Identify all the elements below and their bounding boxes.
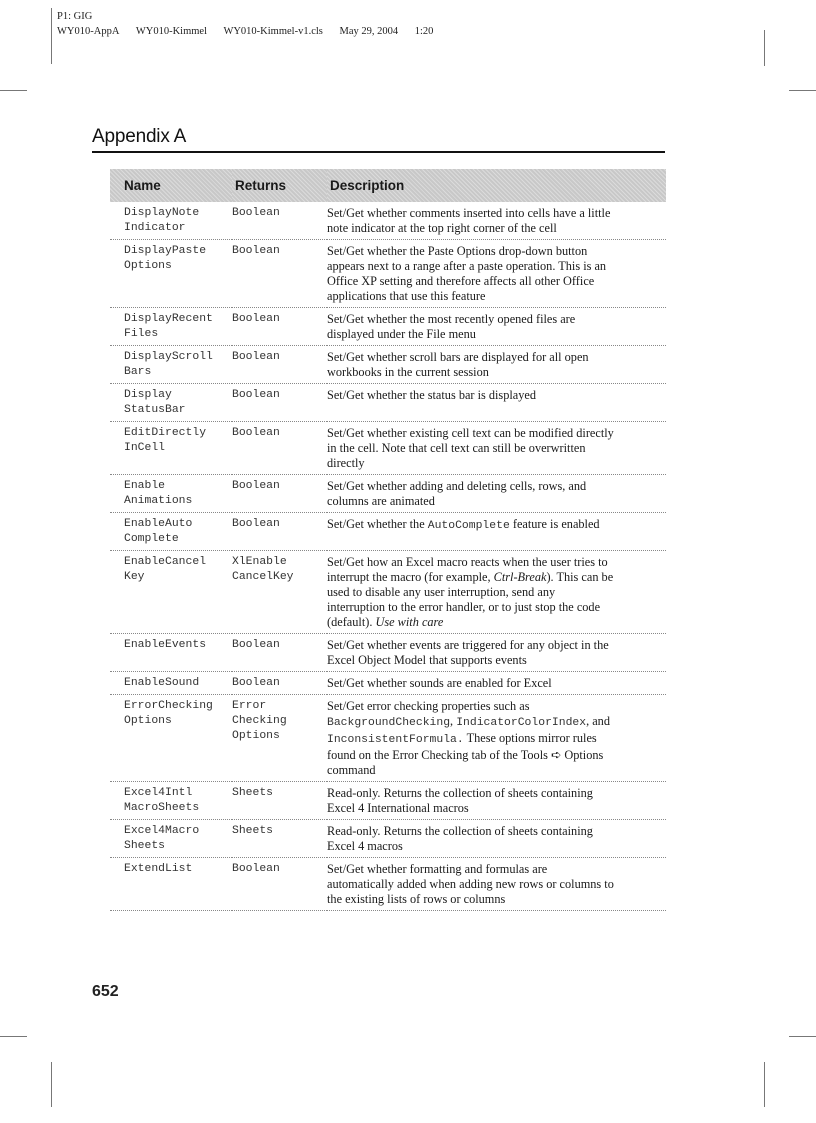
description-cell [327, 202, 666, 240]
cell-text-line: Read-only. Returns the collection of sheets containing [327, 824, 593, 838]
cell-text-line: Key [124, 571, 145, 583]
cell-text-line: EnableEvents [124, 639, 207, 651]
property-name-cell [110, 672, 232, 695]
property-name-cell [110, 634, 232, 672]
table-row [110, 782, 666, 820]
cell-text-line: Set/Get whether sounds are enabled for Excel [327, 676, 552, 690]
return-type-cell [232, 695, 327, 782]
cell-text-line: Set/Get whether the Paste Options drop-down button [327, 244, 588, 258]
table-row [110, 858, 666, 911]
property-name-cell [110, 422, 232, 475]
table-header-row [110, 169, 666, 202]
table-row [110, 634, 666, 672]
header-field: WY010-Kimmel [135, 26, 207, 37]
crop-mark [0, 1036, 27, 1037]
description-cell [327, 858, 666, 911]
header-line-1: P1: GIG [57, 11, 93, 22]
property-name-cell [110, 551, 232, 634]
description-cell [327, 513, 666, 551]
table-row [110, 202, 666, 240]
table-row [110, 820, 666, 858]
header-field: WY010-Kimmel-v1.cls [223, 26, 323, 37]
cell-text-line: BackgroundChecking, IndicatorColorIndex, and [327, 714, 610, 729]
cell-text-line: StatusBar [124, 404, 186, 416]
inline-code: InconsistentFormula. [327, 734, 464, 746]
cell-text-line: Files [124, 328, 159, 340]
property-name-cell [110, 858, 232, 911]
italic-text: Use with care [375, 615, 444, 629]
column-header-description: Description [327, 169, 666, 202]
cell-text-line: Boolean [232, 389, 280, 401]
cell-text-line: columns are animated [327, 494, 435, 508]
table-row [110, 551, 666, 634]
return-type-cell [232, 782, 327, 820]
table-row [110, 346, 666, 384]
property-name-cell [110, 202, 232, 240]
property-name-cell [110, 475, 232, 513]
cell-text-line: Set/Get whether adding and deleting cells, rows, and [327, 479, 587, 493]
chapter-title: Appendix A [92, 126, 665, 153]
return-type-cell [232, 634, 327, 672]
description-cell [327, 672, 666, 695]
crop-mark [764, 30, 765, 66]
cell-text-line: EditDirectly [124, 427, 207, 439]
return-type-cell [232, 858, 327, 911]
cell-text-line: EnableAuto [124, 518, 193, 530]
cell-text-line: Set/Get whether the most recently opened files are [327, 312, 576, 326]
cell-text-line: ExtendList [124, 863, 193, 875]
cell-text-line: Options [124, 715, 172, 727]
cell-text-line: InCell [124, 442, 166, 454]
header-line-2 [57, 24, 433, 39]
cell-text-line: Excel4Macro [124, 825, 200, 837]
cell-text-line: Display [124, 389, 172, 401]
cell-text-line: Complete [124, 533, 179, 545]
return-type-cell [232, 240, 327, 308]
cell-text-line: Set/Get whether formatting and formulas are [327, 862, 548, 876]
cell-text-line: Boolean [232, 480, 280, 492]
cell-text-line: DisplayNote [124, 207, 200, 219]
cell-text-line: the existing lists of rows or columns [327, 892, 506, 906]
cell-text-line: Office XP setting and therefore affects all other Office [327, 274, 595, 288]
cell-text-line: displayed under the File menu [327, 327, 476, 341]
crop-mark [51, 1062, 52, 1107]
table-row [110, 475, 666, 513]
cell-text-line: Options [232, 730, 280, 742]
cell-text-line: Set/Get whether existing cell text can be modified directly [327, 426, 614, 440]
cell-text-line: interrupt the macro (for example, Ctrl-Break). This can be [327, 570, 614, 584]
cell-text-line: applications that use this feature [327, 289, 486, 303]
cell-text-line: Error [232, 700, 267, 712]
cell-text-line: Boolean [232, 677, 280, 689]
cell-text-line: Boolean [232, 207, 280, 219]
cell-text-line: in the cell. Note that cell text can still be overwritten [327, 441, 586, 455]
description-cell [327, 422, 666, 475]
cell-text-line: Checking [232, 715, 287, 727]
cell-text-line: Set/Get whether the status bar is displayed [327, 388, 536, 402]
table-body [110, 202, 666, 911]
header-field: 1:20 [414, 26, 434, 37]
description-cell [327, 308, 666, 346]
crop-mark [789, 90, 816, 91]
property-name-cell [110, 782, 232, 820]
cell-text-line: note indicator at the top right corner of the cell [327, 221, 557, 235]
crop-mark [764, 1062, 765, 1107]
table-row [110, 422, 666, 475]
properties-table [110, 169, 666, 911]
description-cell [327, 634, 666, 672]
property-name-cell [110, 240, 232, 308]
cell-text-line: command [327, 763, 376, 777]
cell-text-line: Boolean [232, 639, 280, 651]
description-cell [327, 240, 666, 308]
return-type-cell [232, 551, 327, 634]
property-name-cell [110, 384, 232, 422]
inline-code: BackgroundChecking [327, 717, 451, 729]
table-row [110, 240, 666, 308]
cell-text-line: DisplayScroll [124, 351, 213, 363]
cell-text-line: DisplayRecent [124, 313, 213, 325]
cell-text-line: Excel 4 International macros [327, 801, 469, 815]
return-type-cell [232, 202, 327, 240]
table-row [110, 672, 666, 695]
cell-text-line: Excel Object Model that supports events [327, 653, 527, 667]
cell-text-line: found on the Error Checking tab of the Tools ➪ Options [327, 748, 604, 762]
cell-text-line: Sheets [232, 825, 274, 837]
description-cell [327, 820, 666, 858]
description-cell [327, 782, 666, 820]
return-type-cell [232, 672, 327, 695]
table-row [110, 308, 666, 346]
cell-text-line: Boolean [232, 351, 280, 363]
cell-text-line: Set/Get how an Excel macro reacts when the user tries to [327, 555, 608, 569]
cell-text-line: Boolean [232, 863, 280, 875]
property-name-cell [110, 346, 232, 384]
cell-text-line: workbooks in the current session [327, 365, 489, 379]
print-header [57, 9, 433, 39]
description-cell [327, 475, 666, 513]
description-cell [327, 384, 666, 422]
table-row [110, 695, 666, 782]
cell-text-line: Boolean [232, 245, 280, 257]
column-header-name: Name [110, 169, 232, 202]
cell-text-line: automatically added when adding new rows or columns to [327, 877, 614, 891]
cell-text-line: DisplayPaste [124, 245, 207, 257]
header-field: May 29, 2004 [339, 26, 399, 37]
return-type-cell [232, 513, 327, 551]
cell-text-line: Boolean [232, 313, 280, 325]
cell-text-line: Set/Get whether events are triggered for any object in the [327, 638, 609, 652]
cell-text-line: EnableSound [124, 677, 200, 689]
cell-text-line: Boolean [232, 427, 280, 439]
cell-text-line: InconsistentFormula. These options mirror rules [327, 731, 597, 746]
table-row [110, 513, 666, 551]
header-field: WY010-AppA [57, 26, 120, 37]
cell-text-line: EnableCancel [124, 556, 207, 568]
cell-text-line: Read-only. Returns the collection of sheets containing [327, 786, 593, 800]
return-type-cell [232, 820, 327, 858]
property-name-cell [110, 695, 232, 782]
return-type-cell [232, 384, 327, 422]
cell-text-line: Excel 4 macros [327, 839, 403, 853]
cell-text-line: XlEnable [232, 556, 287, 568]
description-cell [327, 551, 666, 634]
cell-text-line: Sheets [232, 787, 274, 799]
cell-text-line: Set/Get whether scroll bars are displayed for all open [327, 350, 589, 364]
cell-text-line: Bars [124, 366, 152, 378]
return-type-cell [232, 346, 327, 384]
cell-text-line: Sheets [124, 840, 166, 852]
return-type-cell [232, 475, 327, 513]
cell-text-line: Set/Get error checking properties such as [327, 699, 530, 713]
cell-text-line: Indicator [124, 222, 186, 234]
cell-text-line: MacroSheets [124, 802, 200, 814]
table-row [110, 384, 666, 422]
crop-mark [789, 1036, 816, 1037]
column-header-returns: Returns [232, 169, 327, 202]
cell-text-line: appears next to a range after a paste operation. This is an [327, 259, 607, 273]
description-cell [327, 346, 666, 384]
page-number: 652 [92, 983, 119, 1000]
cell-text-line: Set/Get whether comments inserted into cells have a little [327, 206, 611, 220]
property-name-cell [110, 820, 232, 858]
description-cell [327, 695, 666, 782]
cell-text-line: interruption to the error handler, or to just stop the code [327, 600, 601, 614]
cell-text-line: CancelKey [232, 571, 294, 583]
cell-text-line: Boolean [232, 518, 280, 530]
cell-text-line: directly [327, 456, 365, 470]
cell-text-line: Excel4Intl [124, 787, 193, 799]
inline-code: IndicatorColorIndex [456, 717, 587, 729]
inline-code: AutoComplete [427, 520, 510, 532]
crop-mark [51, 8, 52, 64]
cell-text-line: Enable [124, 480, 166, 492]
cell-text-line: Options [124, 260, 172, 272]
cell-text-line: Animations [124, 495, 193, 507]
italic-text: Ctrl-Break [493, 570, 547, 584]
return-type-cell [232, 308, 327, 346]
cell-text-line: ErrorChecking [124, 700, 213, 712]
cell-text-line: Set/Get whether the AutoComplete feature is enabled [327, 517, 600, 532]
crop-mark [0, 90, 27, 91]
cell-text-line: (default). Use with care [327, 615, 444, 629]
cell-text-line: used to disable any user interruption, send any [327, 585, 556, 599]
property-name-cell [110, 513, 232, 551]
property-name-cell [110, 308, 232, 346]
return-type-cell [232, 422, 327, 475]
